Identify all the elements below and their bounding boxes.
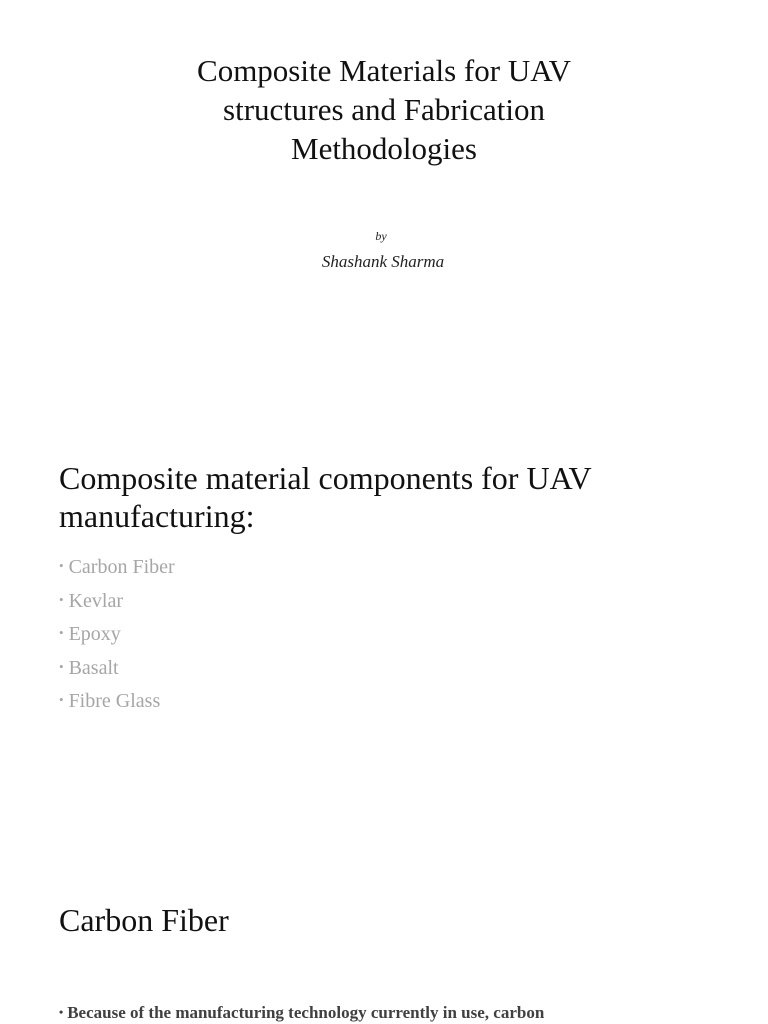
- author-name: Shashank Sharma: [321, 252, 445, 271]
- bullet-icon: •: [59, 658, 64, 674]
- presentation-title: [0, 51, 768, 168]
- components-slide: [0, 400, 768, 870]
- title-line: Composite Materials for UAV: [197, 53, 571, 88]
- carbon-fiber-heading: Carbon Fiber: [59, 902, 229, 938]
- list-item-label: Carbon Fiber: [68, 556, 175, 578]
- carbon-fiber-slide: [0, 870, 768, 1024]
- components-heading: Composite material components for UAV manufacturing:: [59, 460, 592, 534]
- list-item: [59, 550, 175, 584]
- bullet-icon: •: [59, 1005, 64, 1019]
- title-line: structures and Fabrication: [223, 92, 545, 127]
- list-item-label: Fibre Glass: [68, 690, 161, 712]
- body-text: [59, 1001, 544, 1024]
- list-item: [59, 684, 175, 718]
- list-item: [59, 584, 175, 618]
- bullet-icon: •: [59, 591, 64, 607]
- bullet-icon: •: [59, 558, 64, 573]
- by-label: by: [375, 229, 387, 243]
- title-slide: [0, 0, 768, 400]
- title-line: Methodologies: [291, 131, 477, 166]
- components-list: [59, 550, 175, 718]
- list-item-label: Basalt: [68, 656, 119, 679]
- list-item: [59, 651, 175, 685]
- list-item-label: Epoxy: [68, 623, 121, 645]
- list-item-label: Kevlar: [68, 589, 123, 612]
- bullet-icon: •: [59, 625, 64, 640]
- list-item: [59, 617, 175, 651]
- bullet-icon: •: [59, 692, 64, 707]
- body-text-line: Because of the manufacturing technology currently in use, carbon: [67, 1003, 545, 1022]
